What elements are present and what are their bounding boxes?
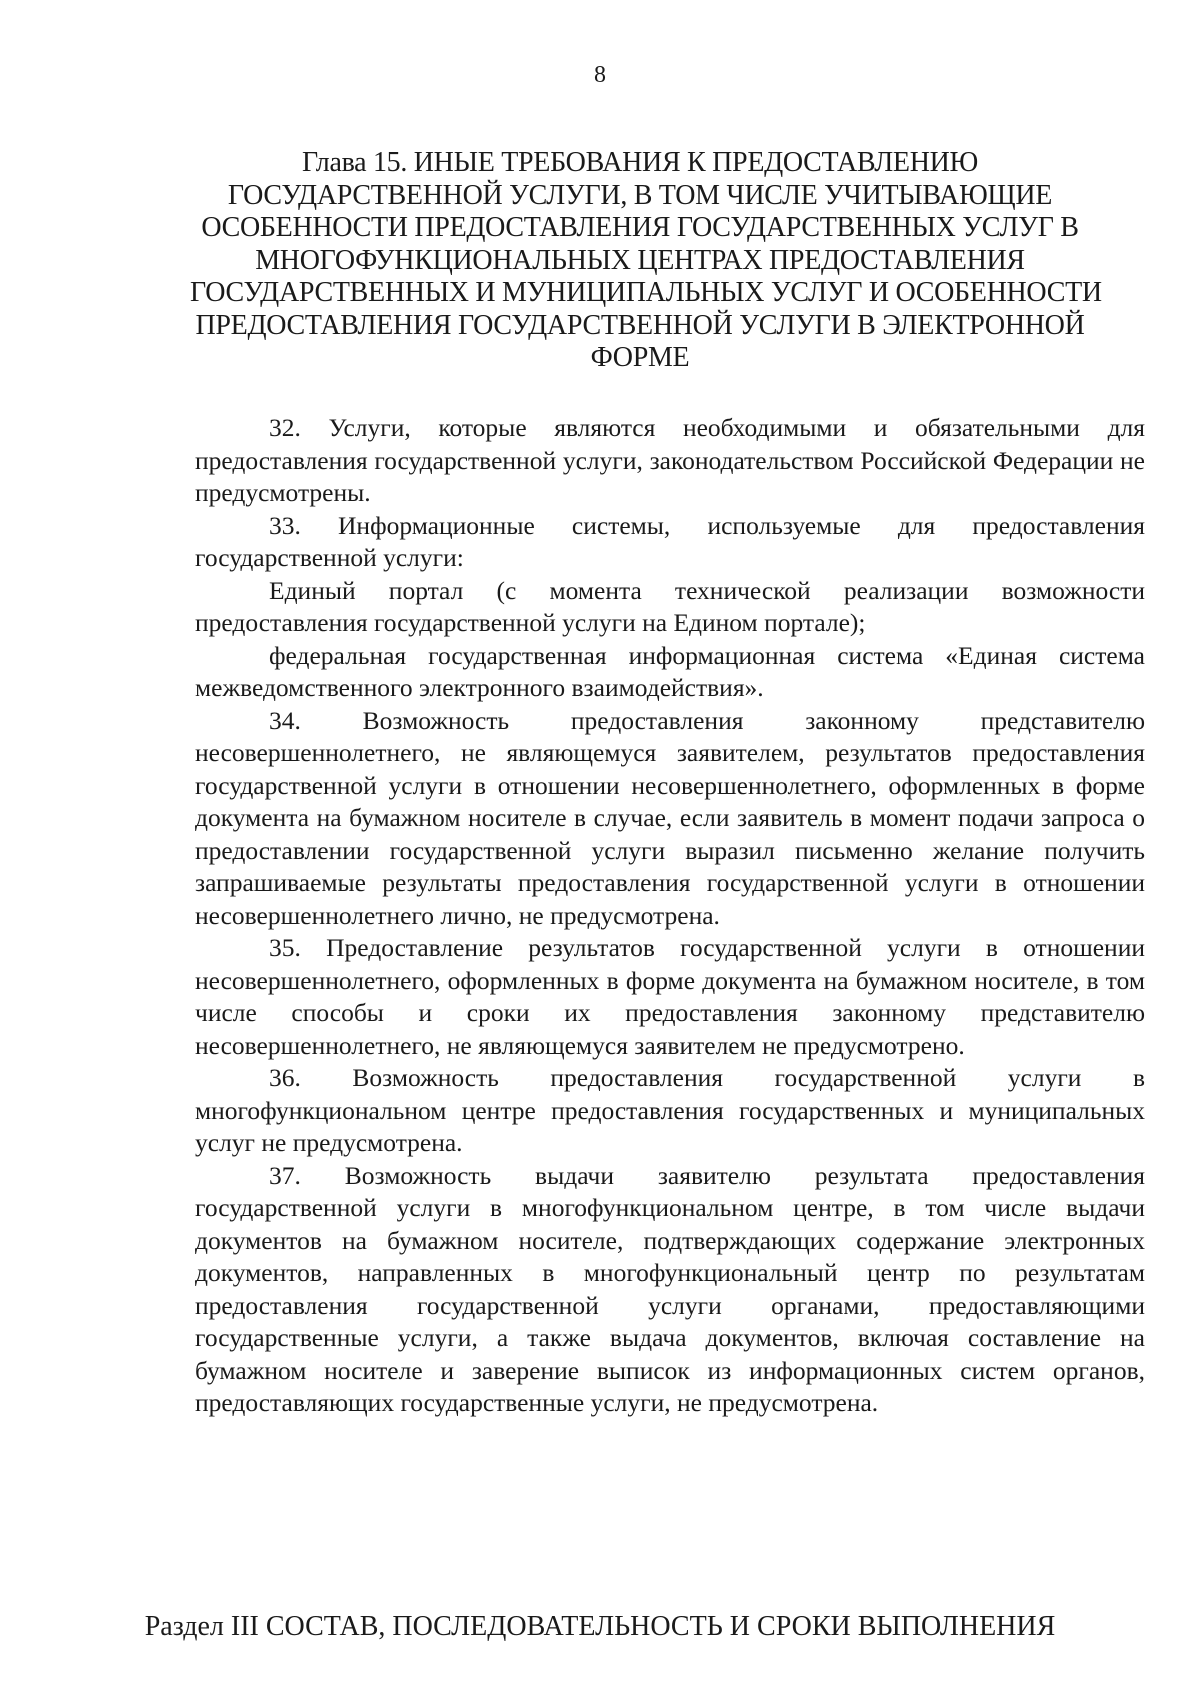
chapter-title-line: ФОРМЕ: [590, 342, 690, 373]
body-text: [195, 412, 1145, 1420]
paragraph-33-item-portal: Единый портал (с момента технической реализации возможности предоставления государственной услуги на Едином портале);: [195, 575, 1145, 637]
chapter-title: [190, 147, 1102, 375]
paragraph-33-item-smev: федеральная государственная информационная система «Единая система межведомственного электронного взаимодействия».: [195, 640, 1145, 702]
chapter-title-line: МНОГОФУНКЦИОНАЛЬНЫХ ЦЕНТРАХ ПРЕДОСТАВЛЕНИЯ: [255, 244, 1025, 276]
paragraph-33: 33. Информационные системы, используемые для предоставления государственной услуги:: [195, 510, 1145, 572]
chapter-title-line: ГОСУДАРСТВЕННЫХ И МУНИЦИПАЛЬНЫХ УСЛУГ И ОСОБЕННОСТИ: [190, 277, 1102, 308]
chapter-title-line: ОСОБЕННОСТИ ПРЕДОСТАВЛЕНИЯ ГОСУДАРСТВЕННЫХ УСЛУГ В: [201, 212, 1079, 243]
paragraph-35: 35. Предоставление результатов государственной услуги в отношении несовершеннолетнего, оформленных в форме документа на бумажном носителе, в том числе способы и сроки их предоставления законному представителю несовершеннолетнего, не являющемуся заявителем не предусмотрено.: [195, 933, 1145, 1060]
chapter-title-line: ПРЕДОСТАВЛЕНИЯ ГОСУДАРСТВЕННОЙ УСЛУГИ В ЭЛЕКТРОННОЙ: [195, 309, 1085, 341]
section-title: Раздел III СОСТАВ, ПОСЛЕДОВАТЕЛЬНОСТЬ И СРОКИ ВЫПОЛНЕНИЯ: [144, 1611, 1056, 1642]
paragraph-34: 34. Возможность предоставления законному представителю несовершеннолетнего, не являющемуся заявителем, результатов предоставления государственной услуги в отношении несовершеннолетнего, оформленных в форме документа на бумажном носителе в случае, если заявитель в момент подачи запроса о предоставлении государственной услуги выразил письменно желание получить запрашиваемые результаты предоставления государственной услуги в отношении несовершеннолетнего лично, не предусмотрена.: [195, 705, 1145, 930]
chapter-title-line: ГОСУДАРСТВЕННОЙ УСЛУГИ, В ТОМ ЧИСЛЕ УЧИТЫВАЮЩИЕ: [227, 179, 1053, 211]
paragraph-36: 36. Возможность предоставления государственной услуги в многофункциональном центре предоставления государственных и муниципальных услуг не предусмотрена.: [195, 1063, 1145, 1157]
chapter-title-line: Глава 15. ИНЫЕ ТРЕБОВАНИЯ К ПРЕДОСТАВЛЕНИЮ: [301, 147, 979, 178]
paragraph-37: 37. Возможность выдачи заявителю результата предоставления государственной услуги в многофункциональном центре, в том числе выдачи документов на бумажном носителе, подтверждающих содержание электронных документов, направленных в многофункциональный центр по результатам предоставления государственной услуги органами, предоставляющими государственные услуги, а также выдача документов, включая составление на бумажном носителе и заверение выписок из информационных систем органов, предоставляющих государственные услуги, не предусмотрена.: [195, 1160, 1145, 1417]
paragraph-32: 32. Услуги, которые являются необходимыми и обязательными для предоставления государственной услуги, законодательством Российской Федерации не предусмотрены.: [195, 413, 1145, 507]
page-number: 8: [594, 62, 606, 88]
